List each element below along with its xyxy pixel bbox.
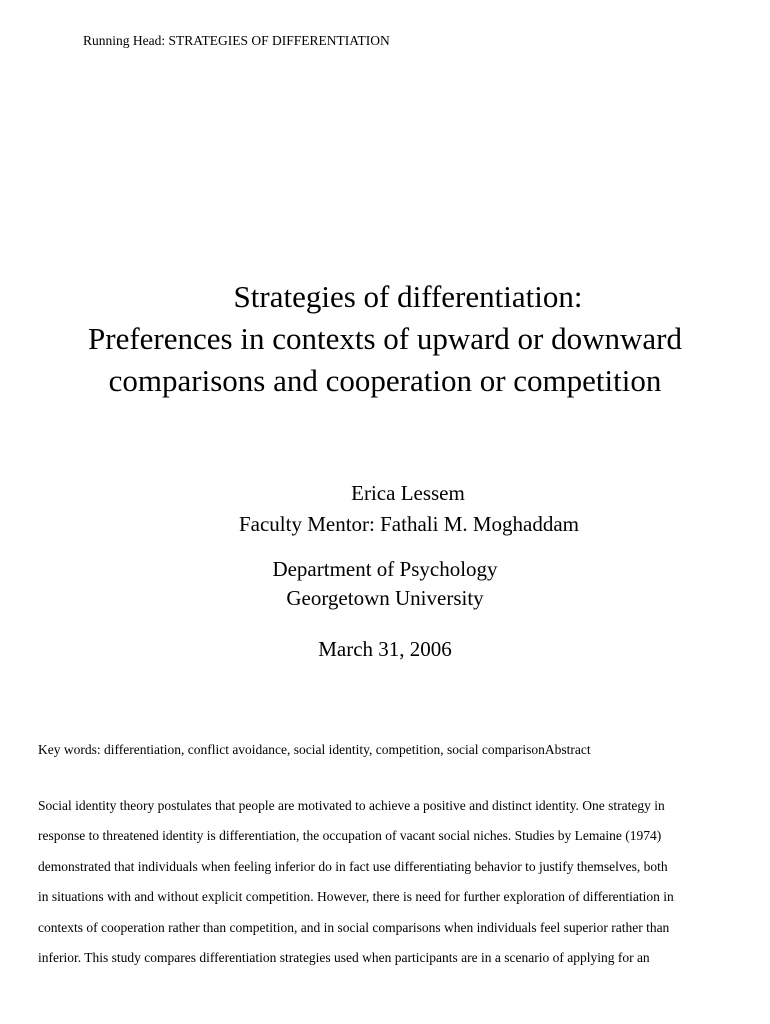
paper-title [0,276,770,402]
author-block [0,478,770,540]
abstract-line: contexts of cooperation rather than competition, and in social comparisons when individuals feel superior rather than [38,919,670,935]
title-line-3: comparisons and cooperation or competition [108,363,662,398]
university: Georgetown University [286,586,484,610]
keywords: Key words: differentiation, conflict avoidance, social identity, competition, social comparisonAbstract [38,742,591,757]
department: Department of Psychology [272,557,498,581]
running-head: Running Head: STRATEGIES OF DIFFERENTIATION [83,33,390,48]
abstract-body [38,791,738,973]
author-name: Erica Lessem [351,481,465,505]
title-line-2: Preferences in contexts of upward or downward [88,321,682,356]
abstract-line: in situations with and without explicit competition. However, there is need for further exploration of differentiation in [38,889,674,905]
affiliation-block [0,555,770,613]
abstract-line: Social identity theory postulates that people are motivated to achieve a positive and distinct identity. One strategy in [38,798,665,813]
abstract-line: response to threatened identity is differentiation, the occupation of vacant social niches. Studies by Lemaine (1974) [38,828,662,844]
title-line-1: Strategies of differentiation: [233,279,583,314]
date: March 31, 2006 [318,637,452,661]
faculty-mentor: Faculty Mentor: Fathali M. Moghaddam [238,512,580,536]
abstract-line: inferior. This study compares differentiation strategies used when participants are in a scenario of applying for an [38,950,650,966]
abstract-line: demonstrated that individuals when feeling inferior do in fact use differentiating behavior to justify themselves, both [38,858,668,874]
